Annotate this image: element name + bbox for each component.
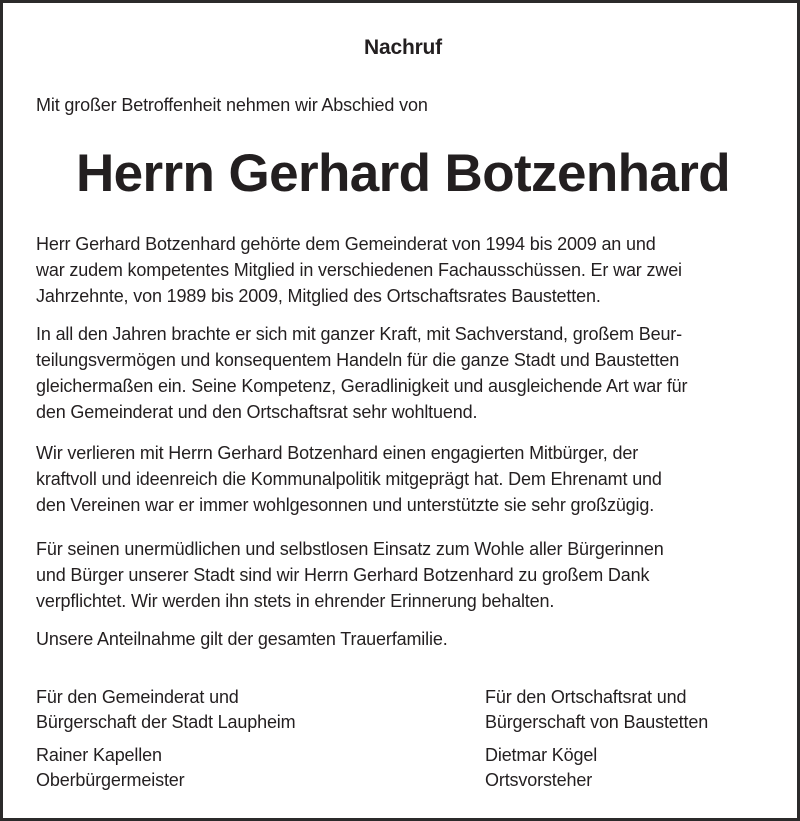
obituary-title: Nachruf	[364, 36, 442, 59]
paragraph-line: gleichermaßen ein. Seine Kompetenz, Geradlinigkeit und ausgleichende Art war für	[36, 376, 688, 396]
paragraph-membership	[36, 231, 776, 309]
paragraph-line: den Gemeinderat und den Ortschaftsrat sehr wohltuend.	[36, 402, 478, 422]
signature-block-left	[36, 685, 296, 793]
paragraph-line: Herr Gerhard Botzenhard gehörte dem Gemeinderat von 1994 bis 2009 an und	[36, 234, 656, 254]
paragraph-line: den Vereinen war er immer wohlgesonnen und unterstützte sie sehr großzügig.	[36, 495, 655, 515]
paragraph-loss	[36, 440, 776, 518]
paragraph-line: verpflichtet. Wir werden ihn stets in ehrender Erinnerung behalten.	[36, 591, 555, 611]
paragraph-line: teilungsvermögen und konsequentem Handeln für die ganze Stadt und Baustetten	[36, 350, 680, 370]
signature-role: Oberbürgermeister	[36, 770, 185, 790]
paragraph-line: war zudem kompetentes Mitglied in verschiedenen Fachausschüssen. Er war zwei	[36, 260, 682, 280]
paragraph-gratitude	[36, 536, 776, 614]
paragraph-line: Wir verlieren mit Herrn Gerhard Botzenhard einen engagierten Mitbürger, der	[36, 443, 639, 463]
paragraph-line: In all den Jahren brachte er sich mit ganzer Kraft, mit Sachverstand, großem Beur-	[36, 324, 682, 344]
paragraph-line: Unsere Anteilnahme gilt der gesamten Trauerfamilie.	[36, 629, 448, 649]
signature-org-line: Für den Ortschaftsrat und	[485, 687, 687, 707]
deceased-name: Herrn Gerhard Botzenhard	[75, 144, 731, 203]
signature-org-line: Für den Gemeinderat und	[36, 687, 239, 707]
signature-org-line: Bürgerschaft von Baustetten	[485, 712, 709, 732]
signature-org-line: Bürgerschaft der Stadt Laupheim	[36, 712, 296, 732]
paragraph-line: Jahrzehnte, von 1989 bis 2009, Mitglied des Ortschaftsrates Baustetten.	[36, 286, 601, 306]
signature-spacer	[36, 735, 296, 743]
paragraph-line: kraftvoll und ideenreich die Kommunalpolitik mitgeprägt hat. Dem Ehrenamt und	[36, 469, 662, 489]
intro-text: Mit großer Betroffenheit nehmen wir Abschied von	[36, 95, 428, 115]
paragraph-line: und Bürger unserer Stadt sind wir Herrn Gerhard Botzenhard zu großem Dank	[36, 565, 650, 585]
signature-spacer	[485, 735, 708, 743]
signature-role: Ortsvorsteher	[485, 770, 593, 790]
signature-block-right	[485, 685, 708, 793]
paragraph-condolence	[36, 626, 776, 652]
paragraph-line: Für seinen unermüdlichen und selbstlosen Einsatz zum Wohle aller Bürgerinnen	[36, 539, 664, 559]
paragraph-commitment	[36, 321, 776, 425]
signature-person: Dietmar Kögel	[485, 745, 598, 765]
signature-person: Rainer Kapellen	[36, 745, 162, 765]
